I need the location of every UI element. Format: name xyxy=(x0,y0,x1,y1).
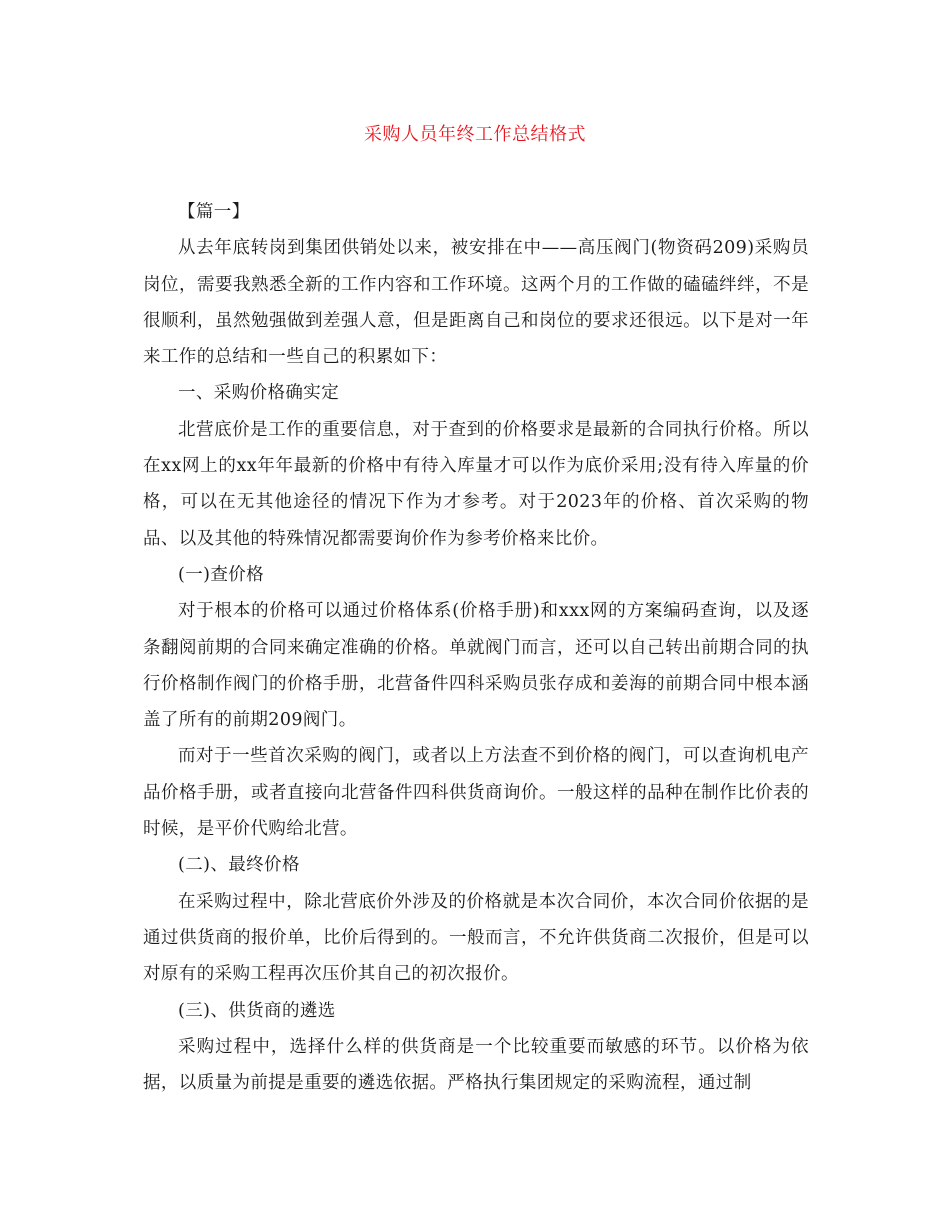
subsection-heading: (二)、最终价格 xyxy=(178,855,300,876)
paragraph: 从去年底转岗到集团供销处以来，被安排在中——高压阀门(物资码209)采购员岗位，需要我熟悉全新的工作内容和工作环境。这两个月的工作做的磕磕绊绊，不是很顺利，虽然勉强做到差强人意，但是距离自己和岗位的要求还很远。以下是对一年来工作的总结和一些自己的积累如下： xyxy=(143,238,809,368)
section-label: 【篇一】 xyxy=(178,202,250,222)
subsection-heading: (一)查价格 xyxy=(178,564,265,585)
paragraph: 而对于一些首次采购的阀门，或者以上方法查不到价格的阀门，可以查询机电产品价格手册，或者直接向北营备件四科供货商询价。一般这样的品种在制作比价表的时候，是平价代购给北营。 xyxy=(143,746,809,840)
paragraph: 采购过程中，选择什么样的供货商是一个比较重要而敏感的环节。以价格为依据，以质量为前提是重要的遴选依据。严格执行集团规定的采购流程，通过制 xyxy=(143,1036,809,1094)
paragraph: 北营底价是工作的重要信息，对于查到的价格要求是最新的合同执行价格。所以在xx网上的xx年年最新的价格中有待入库量才可以作为底价采用;没有待入库量的价格，可以在无其他途径的情况下作为才参考。对于2023年的价格、首次采购的物品、以及其他的特殊情况都需要询价作为参考价格来比价。 xyxy=(143,419,809,549)
subsection-heading: (三)、供货商的遴选 xyxy=(178,1000,336,1021)
paragraph: 对于根本的价格可以通过价格体系(价格手册)和xxx网的方案编码查询，以及逐条翻阅前期的合同来确定准确的价格。单就阀门而言，还可以自己转出前期合同的执行价格制作阀门的价格手册，北营备件四科采购员张存成和姜海的前期合同中根本涵盖了所有的前期209阀门。 xyxy=(143,601,809,731)
document-title: 采购人员年终工作总结格式 xyxy=(364,124,586,145)
section-heading: 一、采购价格确实定 xyxy=(178,383,340,404)
document-body xyxy=(143,194,809,1101)
paragraph: 在采购过程中，除北营底价外涉及的价格就是本次合同价，本次合同价依据的是通过供货商的报价单，比价后得到的。一般而言，不允许供货商二次报价，但是可以对原有的采购工程再次压价其自己的初次报价。 xyxy=(143,891,809,985)
